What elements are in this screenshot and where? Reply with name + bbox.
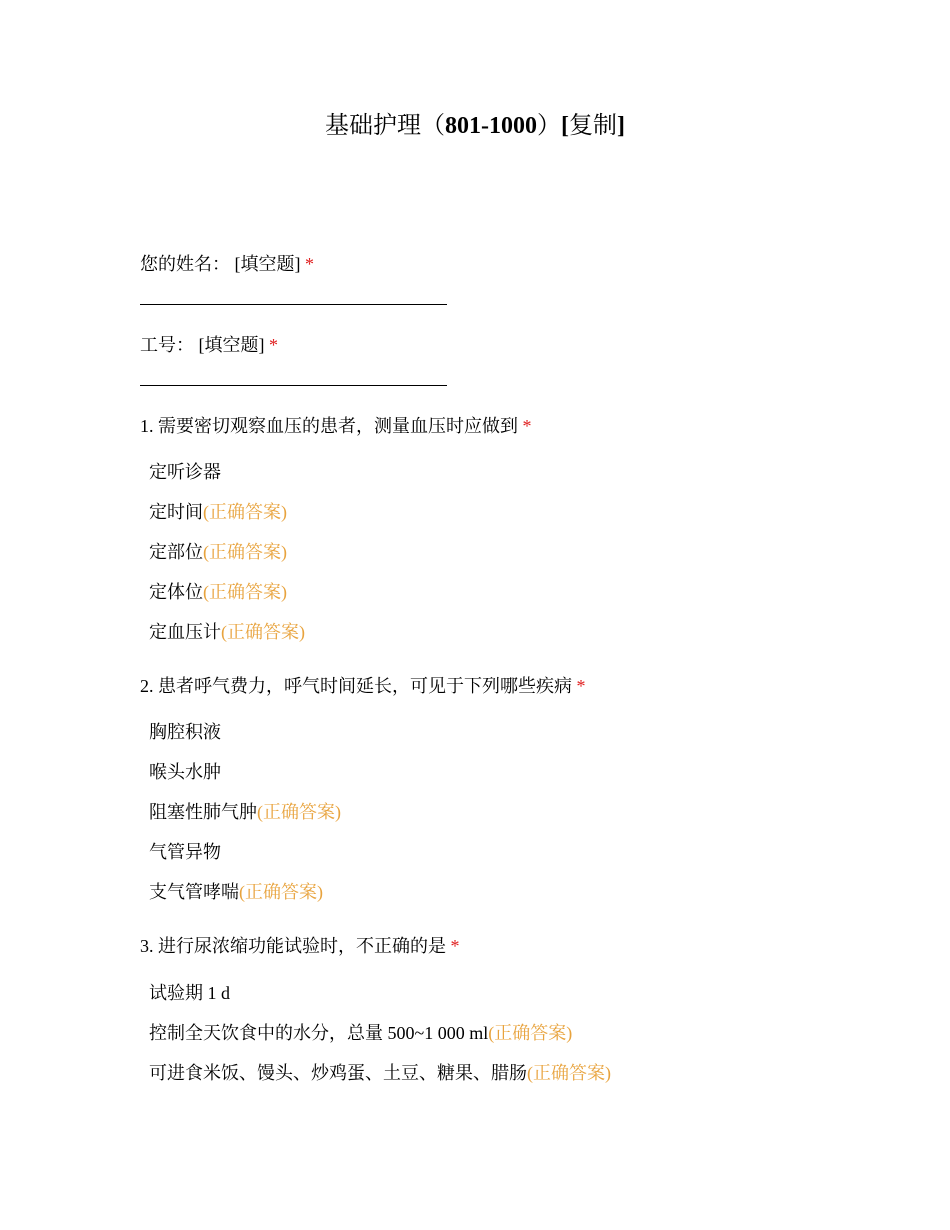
employee-id-input-line[interactable] [140, 385, 447, 386]
correct-answer-tag: (正确答案) [221, 622, 305, 642]
required-mark: * [576, 676, 586, 696]
question-2-option-5: 支气管哮喘(正确答案) [149, 882, 323, 902]
correct-answer-tag: (正确答案) [203, 542, 287, 562]
name-input-line[interactable] [140, 304, 447, 305]
name-field-label: 您的姓名： [填空题] * [140, 254, 314, 274]
question-1-option-1: 定听诊器 [149, 462, 221, 482]
question-1-option-4: 定体位(正确答案) [149, 582, 287, 602]
field-type-tag: [填空题] [234, 254, 301, 274]
question-2-option-2: 喉头水肿 [149, 762, 221, 782]
question-1-option-3: 定部位(正确答案) [149, 542, 287, 562]
required-mark: * [305, 254, 314, 274]
question-3-option-3: 可进食米饭、馒头、炒鸡蛋、土豆、糖果、腊肠(正确答案) [149, 1063, 611, 1083]
required-mark: * [450, 936, 460, 956]
question-2-option-1: 胸腔积液 [149, 722, 221, 742]
question-1: 1. 需要密切观察血压的患者，测量血压时应做到 * [140, 416, 532, 436]
question-2-option-4: 气管异物 [149, 842, 221, 862]
correct-answer-tag: (正确答案) [203, 582, 287, 602]
field-type-tag: [填空题] [198, 335, 265, 355]
correct-answer-tag: (正确答案) [257, 802, 341, 822]
correct-answer-tag: (正确答案) [527, 1063, 611, 1083]
question-2: 2. 患者呼气费力，呼气时间延长，可见于下列哪些疾病 * [140, 676, 586, 696]
correct-answer-tag: (正确答案) [239, 882, 323, 902]
question-1-option-5: 定血压计(正确答案) [149, 622, 305, 642]
required-mark: * [522, 416, 532, 436]
question-3: 3. 进行尿浓缩功能试验时，不正确的是 * [140, 936, 460, 956]
page-title: 基础护理（801-1000）[复制] [325, 113, 625, 139]
question-3-option-2: 控制全天饮食中的水分，总量 500~1 000 ml(正确答案) [149, 1023, 573, 1043]
question-2-option-3: 阻塞性肺气肿(正确答案) [149, 802, 341, 822]
question-1-option-2: 定时间(正确答案) [149, 502, 287, 522]
required-mark: * [269, 335, 278, 355]
employee-id-field-label: 工号： [填空题] * [140, 335, 278, 355]
correct-answer-tag: (正确答案) [203, 502, 287, 522]
correct-answer-tag: (正确答案) [488, 1023, 573, 1043]
question-3-option-1: 试验期 1 d [149, 983, 230, 1003]
